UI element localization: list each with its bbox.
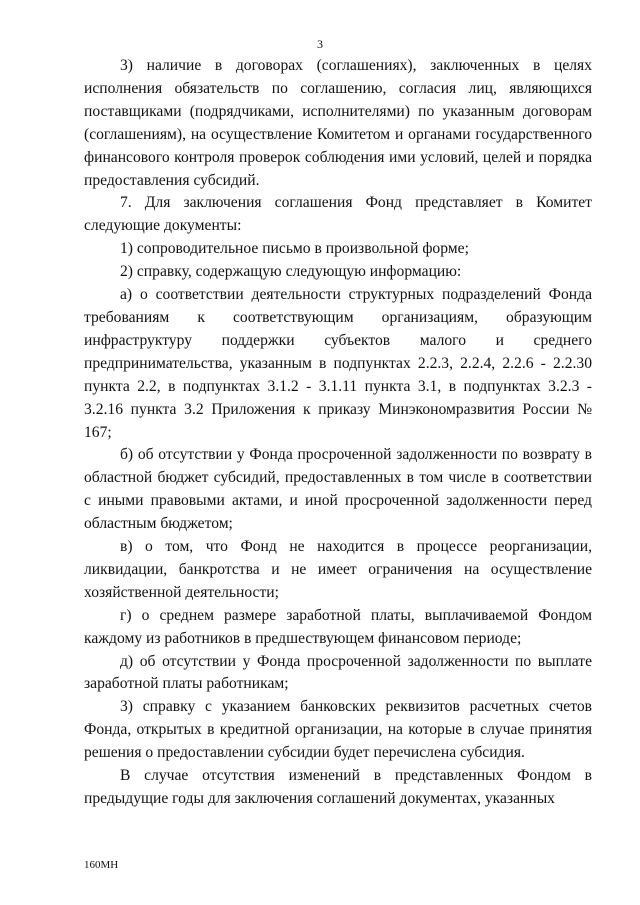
paragraph-clause-7: 7. Для заключения соглашения Фонд представляет в Комитет следующие документы: bbox=[84, 194, 592, 235]
paragraph-item-g: г) о среднем размере заработной платы, выплачиваемой Фондом каждому из работников в предшествующем финансовом периоде; bbox=[84, 606, 592, 647]
paragraph-bank-details: 3) справку с указанием банковских реквизитов расчетных счетов Фонда, открытых в кредитной организации, на которые в случае принятия решения о предоставлении субсидии будет перечислена субсидия. bbox=[84, 698, 592, 762]
footer-document-code: 160МН bbox=[84, 859, 119, 871]
paragraph-item-a: а) о соответствии деятельности структурных подразделений Фонда требованиям к соответствующим организациям, образующим инфраструктуру поддержки субъектов малого и среднего предпринимательства, указанным в подпунктах 2.2.3, 2.2.4, 2.2.6 - 2.2.30 пункта 2.2, в подпунктах 3.1.2 - 3.1.11 пункта 3.1, в подпунктах 3.2.3 - 3.2.16 пункта 3.2 Приложения к приказу Минэкономразвития России № 167; bbox=[84, 286, 592, 441]
paragraph-certificate: 2) справку, содержащую следующую информацию: bbox=[120, 263, 462, 281]
document-body bbox=[84, 55, 592, 811]
page-number: 3 bbox=[317, 37, 323, 51]
paragraph-no-changes: В случае отсутствия изменений в представленных Фондом в предыдущие годы для заключения соглашений документах, указанных bbox=[84, 767, 592, 807]
paragraph-item-b: б) об отсутствии у Фонда просроченной задолженности по возврату в областной бюджет субсидий, предоставленных в том числе в соответствии с иными правовыми актами, и иной просроченной задолженности перед областным бюджетом; bbox=[84, 446, 592, 533]
paragraph-item-3-consent: 3) наличие в договорах (соглашениях), заключенных в целях исполнения обязательств по соглашению, согласия лиц, являющихся поставщиками (подрядчиками, исполнителями) по указанным договорам (соглашениям), на осуществление Комитетом и органами государственного финансового контроля проверок соблюдения ими условий, целей и порядка предоставления субсидий. bbox=[84, 57, 592, 189]
paragraph-cover-letter: 1) сопроводительное письмо в произвольной форме; bbox=[120, 240, 469, 258]
paragraph-item-v: в) о том, что Фонд не находится в процессе реорганизации, ликвидации, банкротства и не имеет ограничения на осуществление хозяйственной деятельности; bbox=[84, 538, 592, 601]
paragraph-item-d: д) об отсутствии у Фонда просроченной задолженности по выплате заработной платы работникам; bbox=[84, 652, 592, 693]
